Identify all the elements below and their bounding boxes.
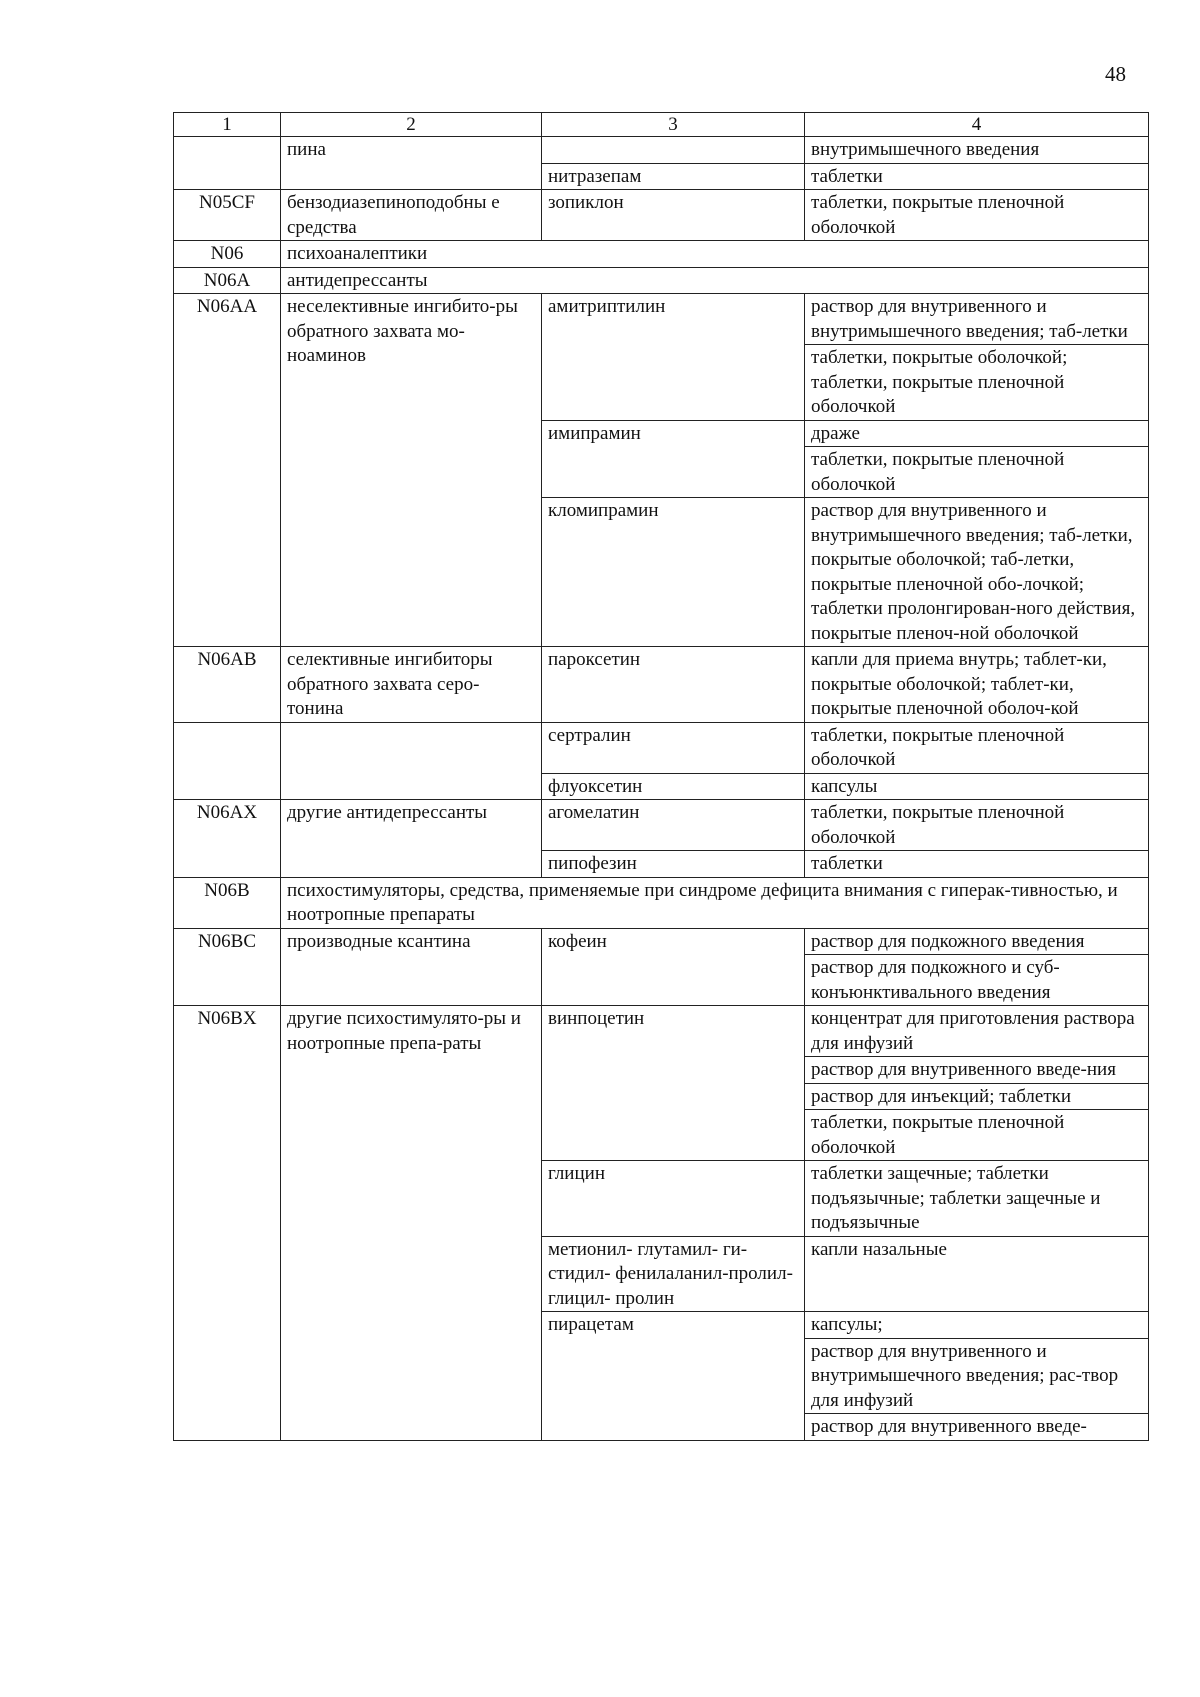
code-cell: N06BX <box>174 1006 281 1441</box>
drug-cell: амитриптилин <box>542 294 805 421</box>
form-cell: таблетки, покрытые пленочной оболочкой <box>805 1110 1149 1161</box>
group-cell: психоаналептики <box>281 241 1149 268</box>
table-row <box>174 137 1149 164</box>
form-cell: раствор для внутривенного и внутримышечного введения; рас-твор для инфузий <box>805 1338 1149 1414</box>
drug-cell: агомелатин <box>542 800 805 851</box>
table-row <box>174 800 1149 851</box>
group-cell <box>281 722 542 800</box>
drug-cell: винпоцетин <box>542 1006 805 1161</box>
table-row <box>174 241 1149 268</box>
group-cell: другие антидепрессанты <box>281 800 542 878</box>
group-cell: антидепрессанты <box>281 267 1149 294</box>
form-cell: капли назальные <box>805 1236 1149 1312</box>
form-cell: раствор для внутривенного и внутримышечного введения; таб-летки <box>805 294 1149 345</box>
code-cell: N06B <box>174 877 281 928</box>
drug-cell: нитразепам <box>542 163 805 190</box>
code-cell: N06A <box>174 267 281 294</box>
code-cell: N06AB <box>174 647 281 723</box>
form-cell: капсулы <box>805 773 1149 800</box>
form-cell: раствор для подкожного введения <box>805 928 1149 955</box>
code-cell: N06AX <box>174 800 281 878</box>
table-row <box>174 647 1149 723</box>
table-row <box>174 294 1149 345</box>
code-cell: N06 <box>174 241 281 268</box>
form-cell: раствор для внутривенного введе- <box>805 1414 1149 1441</box>
form-cell: таблетки, покрытые оболочкой; таблетки, покрытые пленочной оболочкой <box>805 345 1149 421</box>
form-cell: раствор для внутривенного и внутримышечного введения; таб-летки, покрытые оболочкой; таб-летки, покрытые пленочной обо-лочкой; таблетки пролонгирован-ного действия, покрытые пленоч-ной оболочкой <box>805 498 1149 647</box>
drug-cell: флуоксетин <box>542 773 805 800</box>
code-cell: N06BC <box>174 928 281 1006</box>
form-cell: таблетки, покрытые пленочной оболочкой <box>805 447 1149 498</box>
drug-cell: пирацетам <box>542 1312 805 1441</box>
form-cell: таблетки, покрытые пленочной оболочкой <box>805 722 1149 773</box>
table-row <box>174 877 1149 928</box>
drug-cell: сертралин <box>542 722 805 773</box>
code-cell <box>174 722 281 800</box>
form-cell: раствор для инъекций; таблетки <box>805 1083 1149 1110</box>
form-cell: таблетки, покрытые пленочной оболочкой <box>805 800 1149 851</box>
form-cell: драже <box>805 420 1149 447</box>
drug-cell: пипофезин <box>542 851 805 878</box>
table-row <box>174 267 1149 294</box>
drug-cell: кофеин <box>542 928 805 1006</box>
group-cell: психостимуляторы, средства, применяемые при синдроме дефицита внимания с гиперак-тивностью, и ноотропные препараты <box>281 877 1149 928</box>
table-row <box>174 1006 1149 1057</box>
group-cell: бензодиазепиноподобны е средства <box>281 190 542 241</box>
table-row <box>174 190 1149 241</box>
form-cell: таблетки защечные; таблетки подъязычные; таблетки защечные и подъязычные <box>805 1161 1149 1237</box>
group-cell: производные ксантина <box>281 928 542 1006</box>
group-cell: пина <box>281 137 542 190</box>
form-cell: концентрат для приготовления раствора для инфузий <box>805 1006 1149 1057</box>
drug-cell: имипрамин <box>542 420 805 498</box>
form-cell: раствор для внутривенного введе-ния <box>805 1057 1149 1084</box>
drug-cell: зопиклон <box>542 190 805 241</box>
table-row <box>174 722 1149 773</box>
header-cell: 2 <box>281 113 542 137</box>
drug-cell: глицин <box>542 1161 805 1237</box>
group-cell: неселективные ингибито-ры обратного захвата мо-ноаминов <box>281 294 542 647</box>
header-cell: 1 <box>174 113 281 137</box>
form-cell: таблетки <box>805 851 1149 878</box>
table-row <box>174 928 1149 955</box>
drug-table <box>173 112 1149 1441</box>
group-cell: селективные ингибиторы обратного захвата серо-тонина <box>281 647 542 723</box>
code-cell: N05CF <box>174 190 281 241</box>
form-cell: капли для приема внутрь; таблет-ки, покрытые оболочкой; таблет-ки, покрытые пленочной оболоч-кой <box>805 647 1149 723</box>
form-cell: таблетки <box>805 163 1149 190</box>
drug-cell: кломипрамин <box>542 498 805 647</box>
group-cell: другие психостимулято-ры и ноотропные препа-раты <box>281 1006 542 1441</box>
header-cell: 4 <box>805 113 1149 137</box>
drug-cell: пароксетин <box>542 647 805 723</box>
table-header-row <box>174 113 1149 137</box>
header-cell: 3 <box>542 113 805 137</box>
form-cell: капсулы; <box>805 1312 1149 1339</box>
code-cell: N06AA <box>174 294 281 647</box>
page-number: 48 <box>1105 62 1126 86</box>
form-cell: внутримышечного введения <box>805 137 1149 164</box>
code-cell <box>174 137 281 190</box>
form-cell: раствор для подкожного и суб-конъюнктивального введения <box>805 955 1149 1006</box>
drug-cell <box>542 137 805 164</box>
drug-cell: метионил- глутамил- ги-стидил- фенилаланил-пролил-глицил- пролин <box>542 1236 805 1312</box>
form-cell: таблетки, покрытые пленочной оболочкой <box>805 190 1149 241</box>
